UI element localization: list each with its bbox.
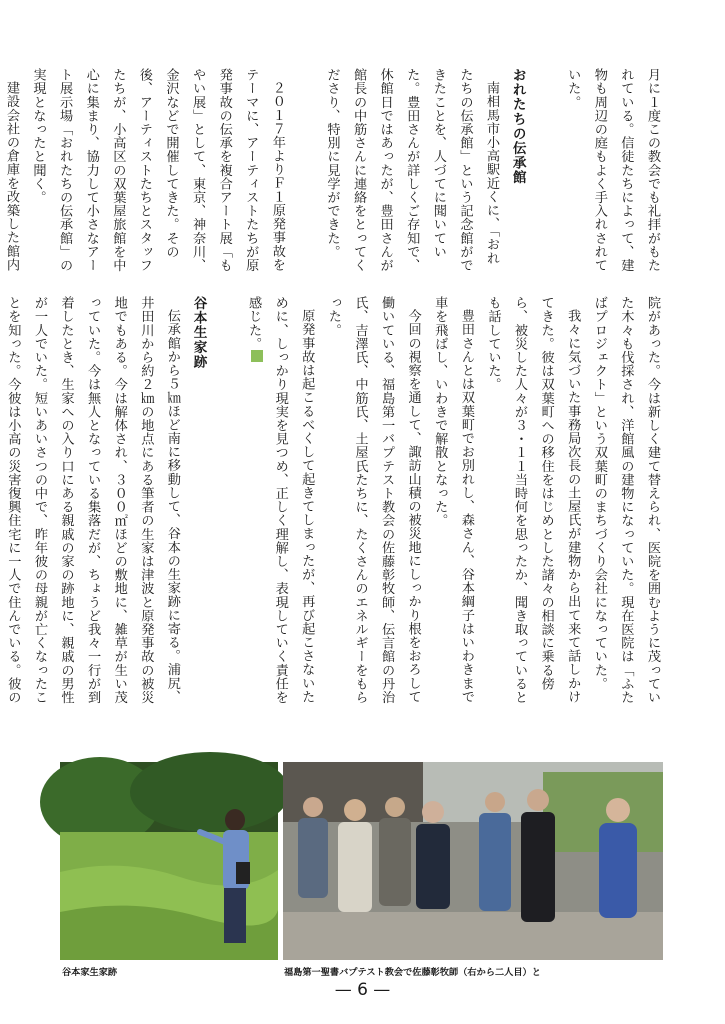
text-column-4 bbox=[240, 296, 666, 716]
group-photo-illustration bbox=[283, 762, 663, 960]
paragraph: 南相馬市小高駅近くに、「おれたちの伝承館」という記念館ができたことを、人づてに聞いていた。豊田さんが詳しくご存知で、休館日ではあったが、豊田さんが館長の中筋さんに連絡をとってくださり、特別に見学ができた。 bbox=[324, 68, 500, 272]
paragraph: 月に１度この教会でも礼拝がもたれている。信徒たちによって、建物も周辺の庭もよく手入れされていた。 bbox=[565, 68, 660, 272]
page-number: — 6 — bbox=[334, 980, 391, 1000]
text-column-1 bbox=[559, 68, 665, 278]
paragraph: 豊田さんとは双葉町でお別れし、森さん、谷本綱子はいわきまで車を飛ばし、いわきで解散となった。 bbox=[432, 296, 474, 704]
text-column-5 bbox=[0, 296, 212, 716]
paragraph: 我々に気づいた事務局次長の土屋氏が建物から出て来て話しかけてきた。彼は双葉町への移住をはじめとした諸々の相談に乗る傍ら、被災した人々が３・１１当時何を思ったか、聞き取っているとも話していた。 bbox=[485, 296, 581, 704]
photo-caption-left: 谷本家生家跡 bbox=[62, 967, 118, 978]
paragraph-text: 原発事故は起こるべくして起きてしまったが、再び起こさないために、しっかり現実を見つめ、正しく理解し、表現していく責任を感じた。 bbox=[246, 296, 315, 704]
paragraph: 院があった。今は新しく建て替えられ、医院を囲むように茂っていた木々も伐採され、洋館風の建物になっていた。現在医院は「ふたばプロジェクト」という双葉町のまちづくり会社になっていた。 bbox=[591, 296, 660, 704]
section-heading-tanimoto: 谷本生家跡 bbox=[190, 296, 207, 369]
text-column-2 bbox=[318, 68, 531, 278]
photo-caption-right: 福島第一聖書バプテスト教会で佐藤彰牧師（右から二人目）と bbox=[284, 967, 541, 978]
paragraph: 建設会社の倉庫を改築した館内 bbox=[3, 81, 19, 272]
photo-group-church bbox=[283, 762, 663, 960]
end-mark: 開 bbox=[251, 350, 263, 362]
paragraph: 今回の視察を通して、諏訪山積の被災地にしっかり根をおろして働いている、福島第一バプテスト教会の佐藤彰牧師、伝言館の丹治氏、吉澤氏、中筋氏、土屋氏たちに、たくさんのエネルギーをもらった。 bbox=[325, 296, 421, 704]
photo-birthplace-field bbox=[60, 762, 278, 960]
paragraph bbox=[240, 296, 320, 716]
paragraph: ２０１７年よりＦ１原発事故をテーマに、アーティストたちが原発事故の伝承を複合アート展「もやい展」として、東京、神奈川、金沢などで開催してきた。その後、アーティストたちとスタッフたちが、小高区の双葉屋旅館を中心に集まり、協力して小さなアート展示場「おれたちの伝承館」の実現となったと聞く。 bbox=[30, 68, 285, 272]
field-photo-illustration bbox=[60, 762, 278, 960]
middle-text-tier bbox=[5, 296, 665, 716]
text-column-3 bbox=[0, 68, 290, 278]
paragraph: 伝承館から５㎞ほど南に移動して、谷本の生家跡に寄る。浦尻、井田川から約２㎞の地点にある筆者の生家は津波と原発事故の被災地でもある。今は解体され、３００㎡ほどの敷地に、雑草が生い茂っていた。今は無人となっている集落だが、ちょうど我々一行が到着したとき、生家への入り口にある親戚の家の跡地に、親戚の男性が一人でいた。短いあいさつの中で、昨年彼の母親が亡くなったことを知った。今彼は小高の災害復興住宅に一人で住んでいる。彼の bbox=[5, 296, 180, 704]
section-heading-densho: おれたちの伝承館 bbox=[509, 68, 526, 185]
